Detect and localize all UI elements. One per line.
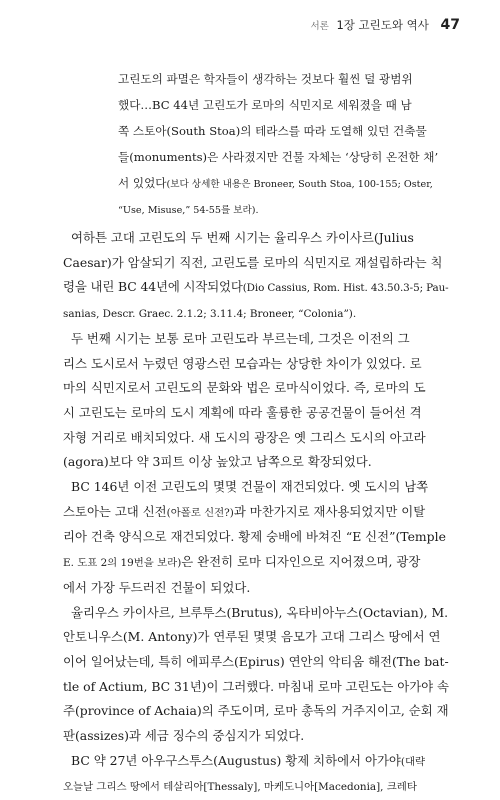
body-line — [63, 301, 449, 327]
chapter-title: 1장 고린도와 역사 — [336, 18, 429, 32]
chapter-label: 서론 — [310, 21, 329, 32]
body-line — [63, 475, 449, 500]
body-text-segment: 리아 건축 양식으로 재건되었다. 황제 숭배에 바쳐진 “E 신전”(Temple — [63, 529, 446, 545]
quote-line: 했다…BC 44년 고린도가 로마의 식민지로 세워졌을 때 남 — [118, 98, 412, 112]
page-number: 47 — [440, 17, 460, 33]
body-text-segment: BC 146년 이전 고린도의 몇몇 건물이 재건되었다. 옛 도시의 남쪽 — [71, 479, 429, 495]
body-line — [63, 401, 449, 426]
body-text-segment: 주(province of Achaia)의 주도이며, 로마 총독의 거주지이고, 순회 재 — [63, 703, 449, 719]
body-text-segment: 판(assizes)과 세금 징수의 중심지가 되었다. — [63, 728, 305, 744]
body-text-segment: 과 마찬가지로 재사용되었지만 이탈 — [233, 503, 426, 519]
body-line — [63, 226, 449, 251]
body-line — [63, 675, 449, 700]
body-text-segment: tle of Actium, BC 31년)이 그러했다. 마침내 로마 고린도는 아가야 속 — [63, 678, 449, 694]
body-line — [63, 426, 449, 451]
body-line — [63, 352, 449, 377]
quote-text: 서 있었다 — [118, 176, 167, 190]
body-text — [63, 226, 449, 800]
body-text-segment: 에서 가장 두드러진 건물이 되었다. — [63, 579, 251, 595]
citation: (Dio Cassius, Rom. Hist. 43.50.3-5; Pau- — [242, 282, 449, 295]
quote-line — [118, 170, 448, 198]
body-text-segment: 자형 거리로 배치되었다. 새 도시의 광장은 옛 그리스 도시의 아고라 — [63, 429, 426, 445]
body-text-segment: 이어 일어났는데, 특히 에피루스(Epirus) 연안의 악티움 해전(The bat- — [63, 653, 449, 669]
body-text-segment: 은 완전히 로마 디자인으로 지어졌으며, 광장 — [181, 554, 421, 570]
body-text-segment: (agora)보다 약 3피트 이상 높았고 남쪽으로 확장되었다. — [63, 454, 372, 470]
running-header — [310, 17, 460, 33]
body-line — [63, 650, 449, 675]
body-text-segment: 스토아는 고대 신전 — [63, 503, 167, 519]
body-line — [63, 275, 449, 301]
body-line — [63, 450, 449, 475]
body-text-segment: 리스 도시로서 누렸던 영광스런 모습과는 상당한 차이가 있었다. 로 — [63, 355, 422, 371]
body-text-segment: 마의 식민지로서 고린도의 문화와 법은 로마식이었다. 즉, 로마의 도 — [63, 380, 426, 396]
citation: (대략 — [400, 755, 426, 768]
block-quote — [118, 66, 448, 224]
body-line — [63, 625, 449, 650]
body-line — [63, 749, 449, 775]
citation: 오늘날 그리스 땅에서 테살리아[Thessaly], 마케도니아[Macedonia], 크레타 — [63, 781, 417, 794]
citation: (아폴로 신전?) — [166, 506, 234, 519]
body-text-segment: 두 번째 시기는 보통 로마 고린도라 부르는데, 그것은 이전의 그 — [71, 330, 410, 346]
body-text-segment: 여하튼 고대 고린도의 두 번째 시기는 율리우스 카이사르(Julius — [71, 230, 414, 245]
quote-reference: (보다 상세한 내용은 Broneer, South Stoa, 100-155; Oster, — [166, 179, 433, 190]
body-line — [63, 500, 449, 526]
quote-line: 쪽 스토아(South Stoa)의 테라스를 따라 도열해 있던 건축물 — [118, 124, 427, 138]
body-line — [63, 251, 449, 276]
citation: E. 도표 2의 19번을 보라) — [63, 557, 182, 570]
body-text-segment: 안토니우스(M. Antony)가 연루된 몇몇 음모가 고대 그리스 땅에서 연 — [63, 629, 441, 645]
body-text-segment: BC 약 27년 아우구스투스(Augustus) 황제 치하에서 아가야 — [71, 752, 401, 768]
body-line — [63, 774, 449, 800]
body-text-segment: 령을 내린 BC 44년에 시작되었다 — [63, 279, 243, 295]
citation: sanias, Descr. Graec. 2.1.2; 3.11.4; Broneer, “Colonia”). — [63, 308, 357, 321]
body-line — [63, 699, 449, 724]
body-line — [63, 376, 449, 401]
quote-line: 고린도의 파멸은 학자들이 생각하는 것보다 훨씬 덜 광범위 — [118, 72, 413, 86]
body-line — [63, 327, 449, 352]
quote-reference: “Use, Misuse,” 54-55를 보라). — [118, 205, 259, 216]
body-line — [63, 525, 449, 550]
body-line — [63, 576, 449, 601]
body-line — [63, 601, 449, 626]
quote-line: 들(monuments)은 사라졌지만 건물 자체는 ‘상당히 온전한 채’ — [118, 150, 439, 164]
body-line — [63, 550, 449, 576]
body-text-segment: 율리우스 카이사르, 브루투스(Brutus), 옥타비아누스(Octavian), M. — [71, 604, 449, 620]
body-text-segment: Caesar)가 암살되기 직전, 고린도를 로마의 식민지로 재설립하라는 칙 — [63, 254, 443, 270]
body-text-segment: 시 고린도는 로마의 도시 계획에 따라 훌륭한 공공건물이 들어선 격 — [63, 404, 422, 420]
